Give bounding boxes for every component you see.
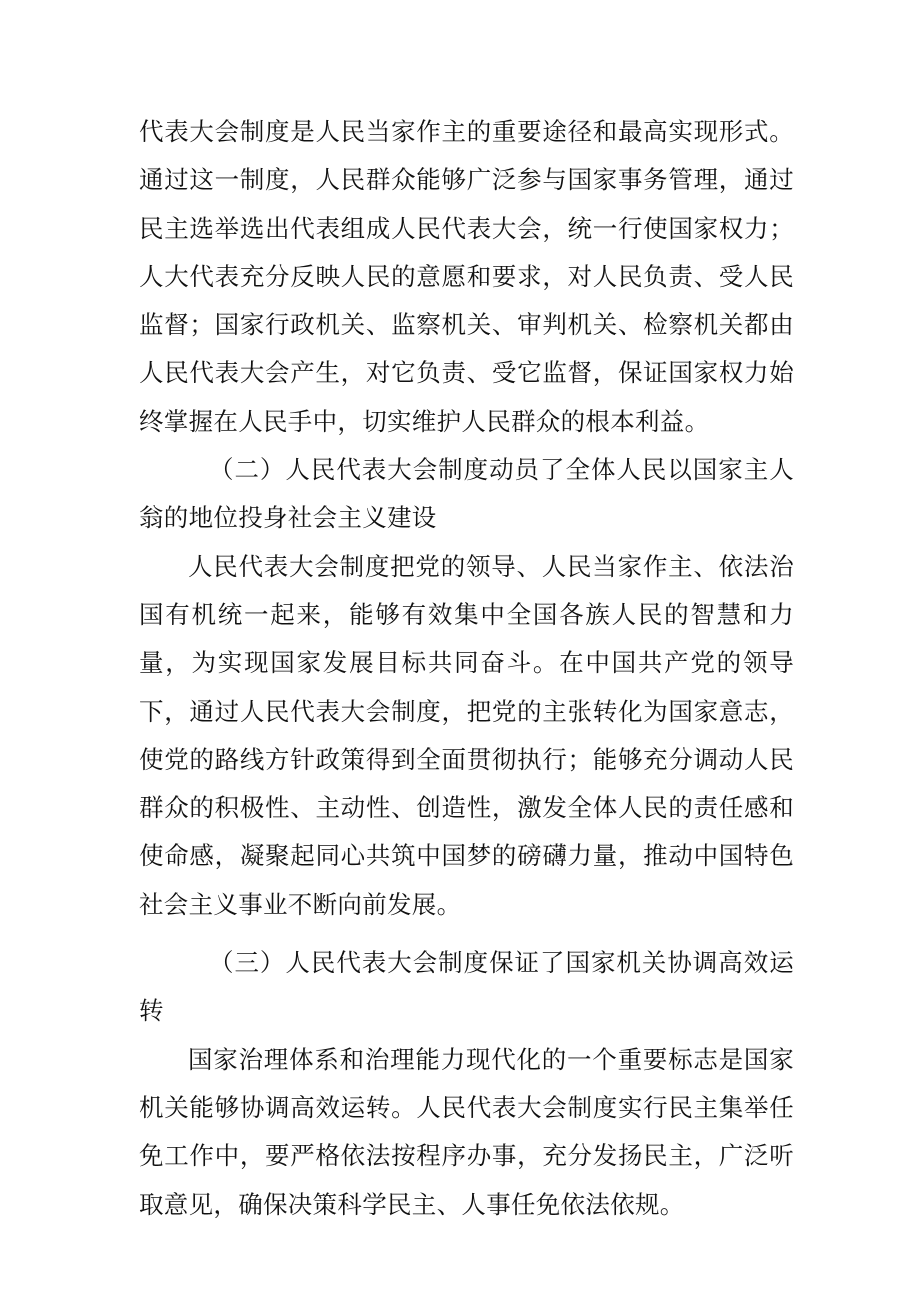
body-paragraph-2: 人民代表大会制度把党的领导、人民当家作主、依法治国有机统一起来，能够有效集中全国各族人民的智慧和力量，为实现国家发展目标共同奋斗。在中国共产党的领导下，通过人民代表大会制度，把党的主张转化为国家意志，使党的路线方针政策得到全面贯彻执行；能够充分调动人民群众的积极性、主动性、创造性，激发全体人民的责任感和使命感，凝聚起同心共筑中国梦的磅礴力量，推动中国特色社会主义事业不断向前发展。 [139, 551, 794, 919]
section-heading-2: （二）人民代表大会制度动员了全体人民以国家主人翁的地位投身社会主义建设 [139, 455, 794, 533]
body-paragraph-1: 代表大会制度是人民当家作主的重要途径和最高实现形式。通过这一制度，人民群众能够广泛参与国家事务管理，通过民主选举选出代表组成人民代表大会，统一行使国家权力；人大代表充分反映人民的意愿和要求，对人民负责、受人民监督；国家行政机关、监察机关、审判机关、检察机关都由人民代表大会产生，对它负责、受它监督，保证国家权力始终掌握在人民手中，切实维护人民群众的根本利益。 [139, 117, 794, 436]
body-paragraph-3: 国家治理体系和治理能力现代化的一个重要标志是国家机关能够协调高效运转。人民代表大会制度实行民主集举任免工作中，要严格依法按程序办事，充分发扬民主，广泛听取意见，确保决策科学民主、人事任免依法依规。 [139, 1044, 794, 1219]
section-heading-3: （三）人民代表大会制度保证了国家机关协调高效运转 [139, 948, 794, 1026]
document-page [139, 108, 794, 1229]
